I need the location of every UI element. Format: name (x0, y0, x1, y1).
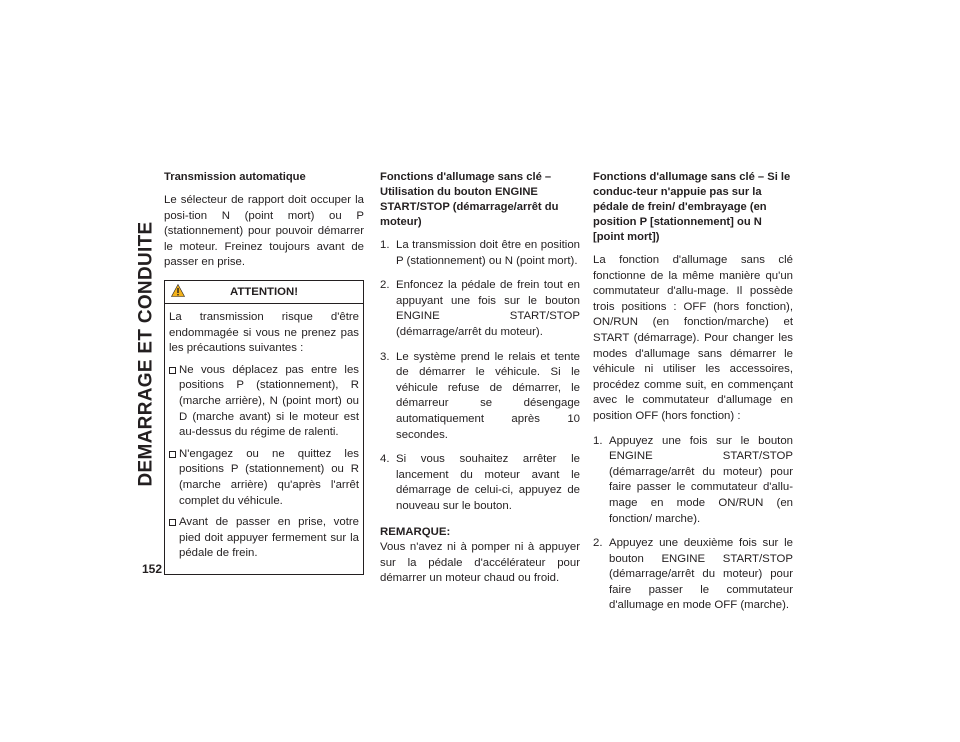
list-item (380, 238, 580, 269)
warning-bullet (169, 447, 359, 509)
square-bullet-icon (169, 451, 176, 458)
section-side-tab-label: DEMARRAGE ET CONDUITE (135, 221, 157, 487)
step-number: 1. (380, 239, 390, 251)
warning-bullet (169, 515, 359, 562)
step-text: Appuyez une deuxième fois sur le bouton ENGINE START/STOP (démarrage/arrêt du moteur) pour faire passer le commutateur d'allumage en mode OFF (marche). (609, 537, 793, 612)
column-3 (593, 170, 793, 624)
list-item (380, 278, 580, 340)
note (380, 525, 580, 587)
step-text: Le système prend le relais et tente de démarrer le véhicule. Si le véhicule refuse de démarrer, le démarreur se désengage automatiquement après 10 secondes. (396, 350, 580, 441)
step-number: 1. (593, 434, 603, 447)
step-number: 2. (380, 279, 390, 292)
section-side-tab (136, 172, 156, 536)
list-item (593, 434, 793, 528)
paragraph-automatic-transmission: Le sélecteur de rapport doit occuper la posi-tion N (point mort) ou P (stationnement) pour pouvoir démarrer le moteur. Freinez toujours avant de passer en prise. (164, 194, 364, 269)
warning-bullet-text: Avant de passer en prise, votre pied doit appuyer fermement sur la pédale de frein. (179, 516, 359, 560)
step-text: Appuyez une fois sur le bouton ENGINE START/STOP (démarrage/arrêt du moteur) pour faire passer le commutateur d'allu-mage en mode ON/RUN (en fonction/ marche). (609, 434, 793, 525)
column-2 (380, 170, 580, 596)
warning-bullet-text: Ne vous déplacez pas entre les positions P (stationnement), R (marche arrière), N (point mort) ou D (marche avant) si le moteur est au-dessus du régime de ralenti. (179, 363, 359, 439)
list-item (593, 536, 793, 614)
warning-bullet-text: N'engagez ou ne quittez les positions P (stationnement) ou R (marche arrière) qu'après l'arrêt complet du véhicule. (179, 447, 359, 507)
note-text: Vous n'avez ni à pomper ni à appuyer sur la pédale d'accélérateur pour démarrer un moteur chaud ou froid. (380, 541, 580, 585)
warning-header (165, 281, 363, 304)
warning-triangle-icon (171, 284, 185, 297)
step-number: 2. (593, 537, 603, 550)
heading-keyless-no-brake: Fonctions d'allumage sans clé – Si le conduc-teur n'appuie pas sur la pédale de frein/ d'embrayage (en position P [stationnement] ou N [point mort]) (593, 171, 791, 243)
note-title: REMARQUE: (380, 525, 451, 538)
heading-automatic-transmission: Transmission automatique (164, 171, 306, 183)
step-text: La transmission doit être en position P (stationnement) ou N (point mort). (396, 239, 580, 267)
step-text: Enfoncez la pédale de frein tout en appuyant une fois sur le bouton ENGINE START/STOP (démarrage/arrêt du moteur). (396, 279, 580, 338)
list-item (380, 350, 580, 444)
steps-list (380, 238, 580, 515)
list-item (380, 452, 580, 514)
warning-box (164, 280, 364, 575)
square-bullet-icon (169, 519, 176, 526)
heading-keyless-start-button: Fonctions d'allumage sans clé – Utilisation du bouton ENGINE START/STOP (démarrage/arrêt du moteur) (380, 171, 559, 228)
paragraph-ignition-modes: La fonction d'allumage sans clé fonctionne de la même manière qu'un commutateur d'allu-mage. Il possède trois positions : OFF (hors fonction), ON/RUN (en fonction/marche) et START (démarrage). Pour changer les modes d'allumage sans démarrer le véhicule ni utiliser les accessoires, procédez comme suit, en commençant avec le commutateur d'allumage en position OFF (hors fonction) : (593, 254, 793, 422)
warning-bullet (169, 363, 359, 441)
step-number: 3. (380, 350, 390, 363)
page-number: 152 (142, 562, 163, 576)
square-bullet-icon (169, 367, 176, 374)
steps-list (593, 434, 793, 615)
step-number: 4. (380, 453, 390, 466)
warning-title: ATTENTION! (229, 285, 299, 298)
step-text: Si vous souhaitez arrêter le lancement du moteur avant le démarrage de celui-ci, appuyez de nouveau sur le bouton. (396, 453, 580, 512)
warning-intro: La transmission risque d'être endommagée si vous ne prenez pas les précautions suivantes : (169, 310, 359, 355)
column-1 (164, 170, 364, 575)
